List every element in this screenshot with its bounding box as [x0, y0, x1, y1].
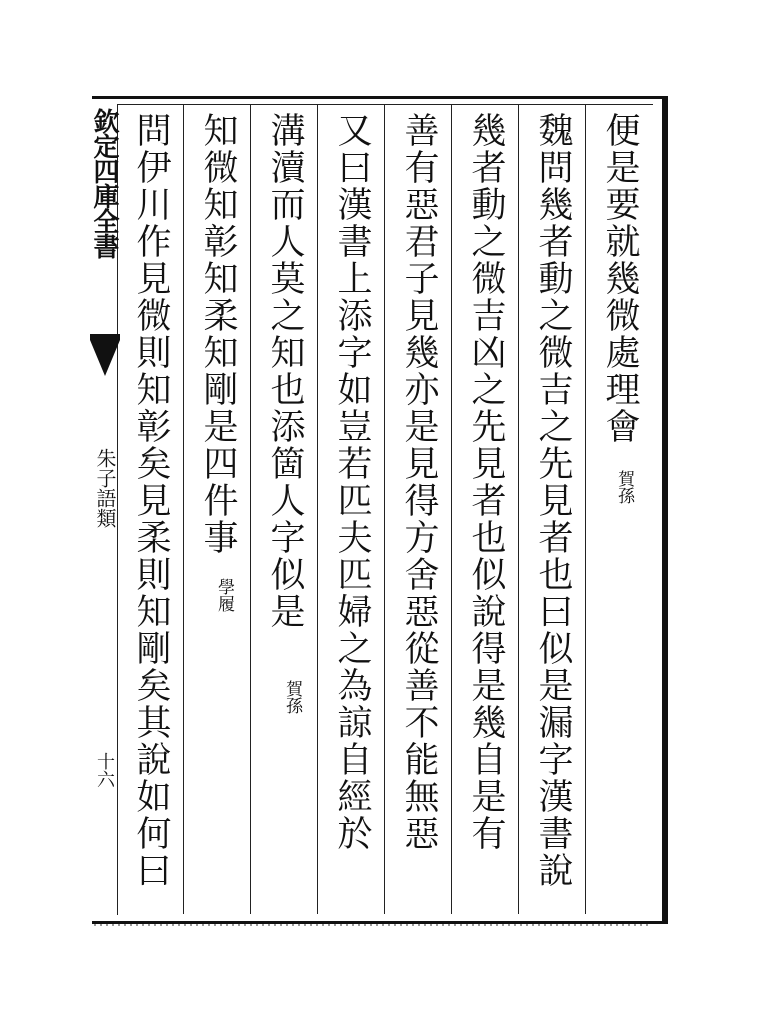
- column-rule: [451, 104, 452, 914]
- text-column-7: 知微知彰知柔知剛是四件事: [198, 112, 238, 556]
- attribution-note: 賀孫: [282, 680, 302, 714]
- page-bottom-dots: [92, 922, 652, 928]
- page-number: 十六: [94, 752, 115, 788]
- text-column-3: 幾者動之微吉凶之先見者也似說得是幾自是有: [466, 112, 506, 852]
- fishtail-mark: [90, 340, 120, 376]
- text-column-4: 善有惡君子見幾亦是見得方舍惡從善不能無惡: [399, 112, 439, 852]
- column-rule: [585, 104, 586, 914]
- column-rule: [384, 104, 385, 914]
- attribution-note: 學履: [214, 578, 234, 612]
- text-column-1: 便是要就幾微處理會: [600, 112, 640, 445]
- column-rule: [317, 104, 318, 914]
- column-rule: [518, 104, 519, 914]
- attribution-note: 賀孫: [614, 470, 634, 504]
- text-column-8: 問伊川作見微則知彰矣見柔則知剛矣其說如何曰: [131, 112, 171, 889]
- column-rule: [183, 104, 184, 914]
- text-column-5: 又曰漢書上添字如豈若匹夫匹婦之為諒自經於: [332, 112, 372, 852]
- section-title: 朱子語類: [93, 448, 117, 528]
- book-title: 欽定四庫全書: [89, 108, 119, 258]
- text-column-6: 溝瀆而人莫之知也添箇人字似是: [265, 112, 305, 630]
- column-rule: [250, 104, 251, 914]
- text-column-2: 魏問幾者動之微吉之先見者也曰似是漏字漢書說: [533, 112, 573, 889]
